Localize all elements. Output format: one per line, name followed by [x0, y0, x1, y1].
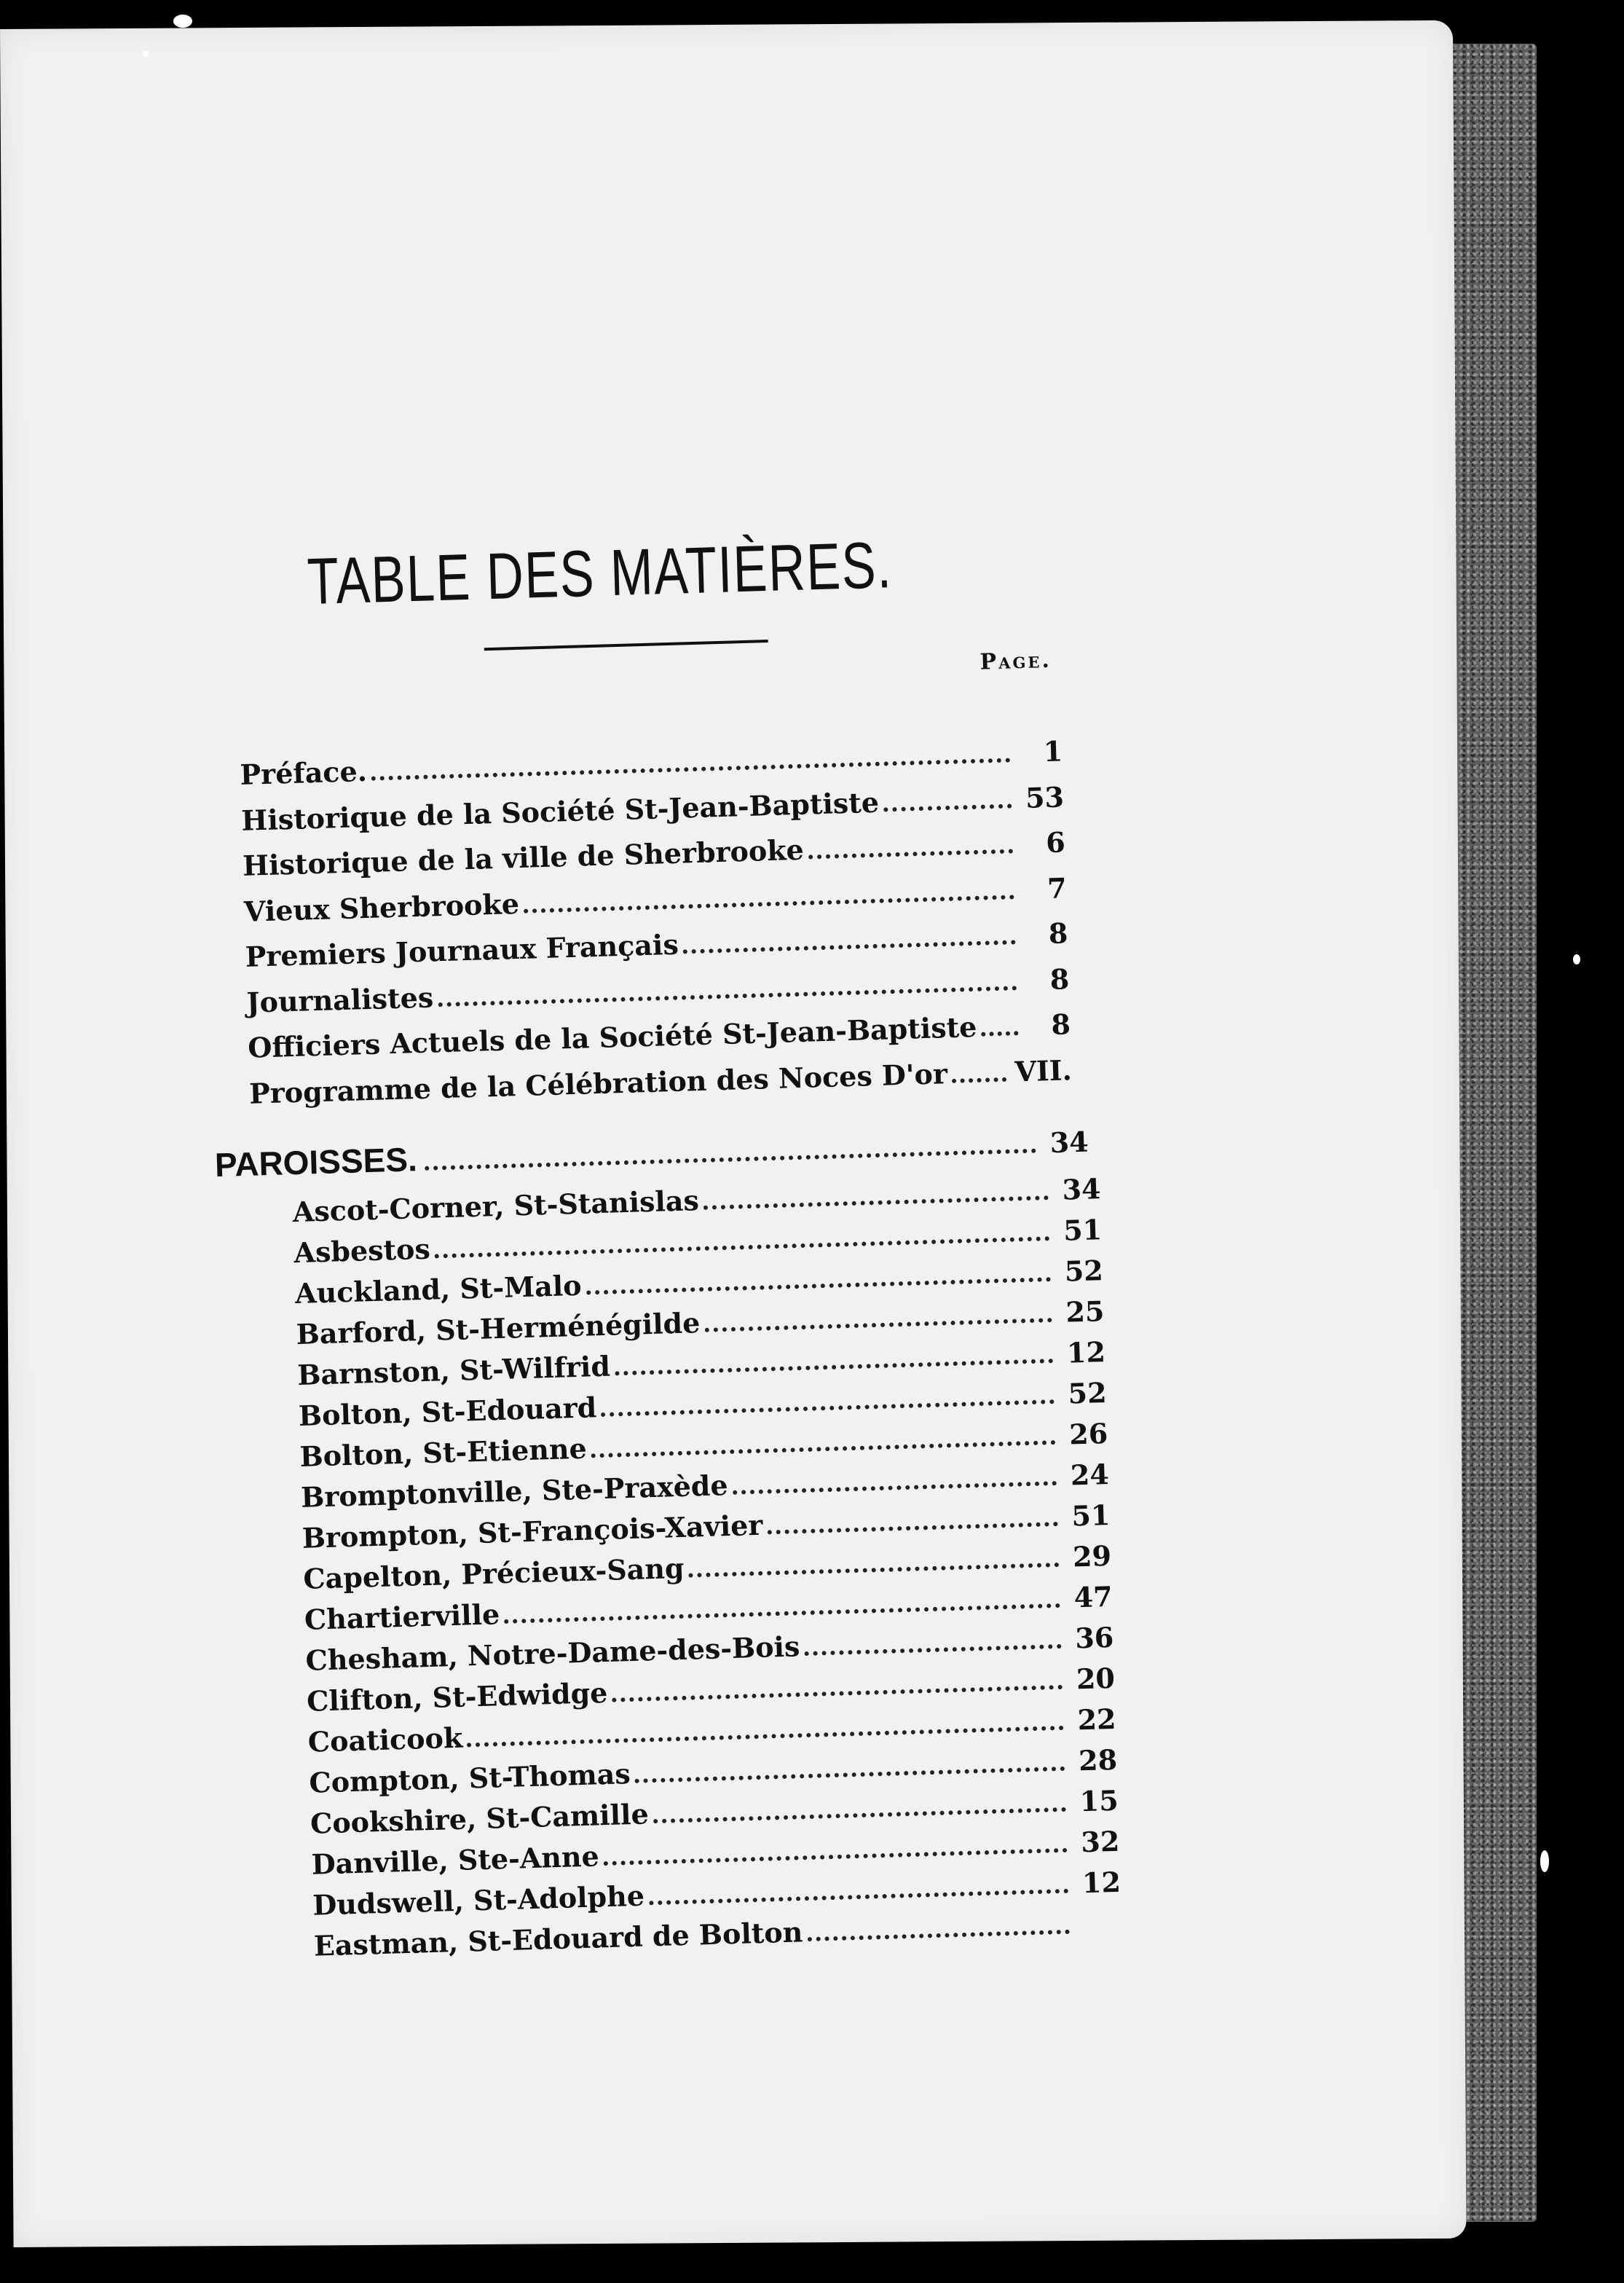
leader-dots [604, 1848, 1068, 1866]
leader-dots [371, 758, 1011, 780]
leader-dots [601, 1399, 1055, 1417]
leader-dots [768, 1522, 1058, 1534]
toc-entry-page-number: 53 [1025, 779, 1065, 814]
toc-entry-page-number: 15 [1079, 1783, 1119, 1818]
toc-entry-label: Danville, Ste-Anne [311, 1839, 600, 1881]
toc-entry-page-number: 25 [1065, 1294, 1105, 1329]
toc-entry-label: Journalistes [245, 980, 434, 1019]
leader-dots [649, 1889, 1068, 1906]
leader-dots [504, 1603, 1060, 1624]
section-label: PAROISSES. [214, 1140, 418, 1184]
toc-entry-label: Dudswell, St-Adolphe [312, 1879, 645, 1922]
leader-dots [425, 1149, 1036, 1171]
leader-dots [612, 1685, 1063, 1702]
leader-dots [981, 1031, 1018, 1036]
toc-entry-page-number: 28 [1078, 1742, 1118, 1777]
toc-entry-page-number: 36 [1074, 1620, 1114, 1655]
toc-entry-page-number: 26 [1068, 1417, 1108, 1451]
toc-entry-page-number [1079, 1933, 1122, 1934]
leader-dots [733, 1481, 1057, 1495]
toc-entry-label: Bolton, St-Etienne [299, 1431, 588, 1473]
toc-entry-label: Coaticook [307, 1721, 463, 1759]
leader-dots [807, 1930, 1069, 1941]
toc-entry-label: Ascot-Corner, St-Stanislas [292, 1184, 700, 1229]
leader-dots [683, 940, 1016, 954]
toc-entry-page-number: 8 [1050, 1007, 1071, 1041]
toc-entry-page-number: 1 [1043, 734, 1063, 769]
toc-entry-page-number: 47 [1073, 1579, 1113, 1614]
toc-entry-label: Capelton, Précieux-Sang [302, 1551, 685, 1595]
dust-speck [1573, 954, 1580, 964]
page-title: TABLE DES MATIÈRES. [306, 529, 894, 619]
leader-dots [467, 1726, 1063, 1748]
leader-dots [524, 895, 1014, 913]
leader-dots [703, 1195, 1049, 1210]
toc-entry-label: Historique de la ville de Sherbrooke [242, 833, 805, 882]
toc-entry-label: Bromptonville, Ste-Praxède [300, 1469, 729, 1514]
toc-entry-label: Eastman, St-Edouard de Bolton [313, 1915, 803, 1962]
toc-entry-label: Préface. [239, 754, 368, 791]
toc-entry-label: Brompton, St-François-Xavier [301, 1508, 763, 1555]
leader-dots [952, 1077, 1006, 1082]
leader-dots [591, 1440, 1056, 1458]
toc-entry-label: Historique de la Société St-Jean-Baptiste [240, 785, 880, 837]
title-rule [484, 640, 768, 651]
toc-entry-page-number: 52 [1064, 1254, 1104, 1288]
leader-dots [615, 1359, 1053, 1375]
toc-entry-label: Officiers Actuels de la Société St-Jean-Baptiste [247, 1010, 977, 1064]
toc-entry-page-number: 8 [1048, 916, 1068, 951]
toc-entry-page-number: VII. [1014, 1053, 1073, 1088]
toc-entry-label: Chartierville [304, 1598, 500, 1636]
toc-entry-label: Clifton, St-Edwidge [306, 1675, 608, 1718]
toc-entry-label: Bolton, St-Edouard [298, 1391, 597, 1432]
section-page-number: 34 [1049, 1125, 1089, 1160]
toc-entry-label: Auckland, St-Malo [294, 1268, 583, 1311]
toc-entry-page-number: 51 [1063, 1213, 1103, 1247]
page-column-label: Page. [979, 647, 1052, 675]
leader-dots [635, 1767, 1065, 1783]
section-heading-paroisses [214, 1120, 1089, 1186]
dust-speck [1540, 1850, 1549, 1872]
toc-entry-page-number: 12 [1081, 1865, 1122, 1900]
toc-entry-page-number: 20 [1076, 1661, 1116, 1696]
toc-entry-page-number: 29 [1072, 1539, 1112, 1573]
document-page [0, 20, 1467, 2247]
toc-entry-page-number: 34 [1061, 1172, 1102, 1206]
toc-entry-label: Premiers Journaux Français [245, 927, 679, 973]
toc-entry-page-number: 7 [1046, 871, 1068, 905]
leader-dots [704, 1318, 1052, 1332]
toc-entry-page-number: 12 [1066, 1335, 1106, 1370]
leader-dots [653, 1807, 1066, 1823]
toc-entry-label: Asbestos [293, 1232, 431, 1270]
dust-speck [173, 15, 192, 28]
toc-entry-page-number: 32 [1080, 1824, 1120, 1859]
toc-entry-page-number: 52 [1068, 1376, 1108, 1410]
leader-dots [883, 803, 1012, 812]
toc-entry-label: Barnston, St-Wilfrid [296, 1349, 611, 1391]
toc-entry-label: Vieux Sherbrooke [243, 887, 520, 928]
leader-dots [804, 1644, 1061, 1656]
leader-dots [808, 849, 1013, 859]
dust-speck [143, 51, 149, 57]
toc-entry-label: Cookshire, St-Camille [310, 1797, 650, 1840]
leader-dots [435, 1236, 1050, 1258]
toc-entry-page-number: 8 [1049, 962, 1070, 996]
toc-entry-page-number: 22 [1076, 1702, 1117, 1737]
toc-entry-label: Barford, St-Herménégilde [296, 1306, 701, 1351]
leader-dots [689, 1563, 1060, 1578]
leader-dots [586, 1277, 1051, 1294]
toc-entry-page-number: 51 [1071, 1498, 1111, 1533]
toc-entry-label: Chesham, Notre-Dame-des-Bois [305, 1630, 800, 1677]
toc-entry-page-number: 24 [1070, 1457, 1110, 1492]
leader-dots [438, 986, 1017, 1007]
toc-entry-page-number: 6 [1045, 825, 1066, 860]
toc-entry-label: Programme de la Célébration des Noces D'or [248, 1056, 948, 1110]
toc-entry-label: Compton, St-Thomas [308, 1757, 631, 1799]
